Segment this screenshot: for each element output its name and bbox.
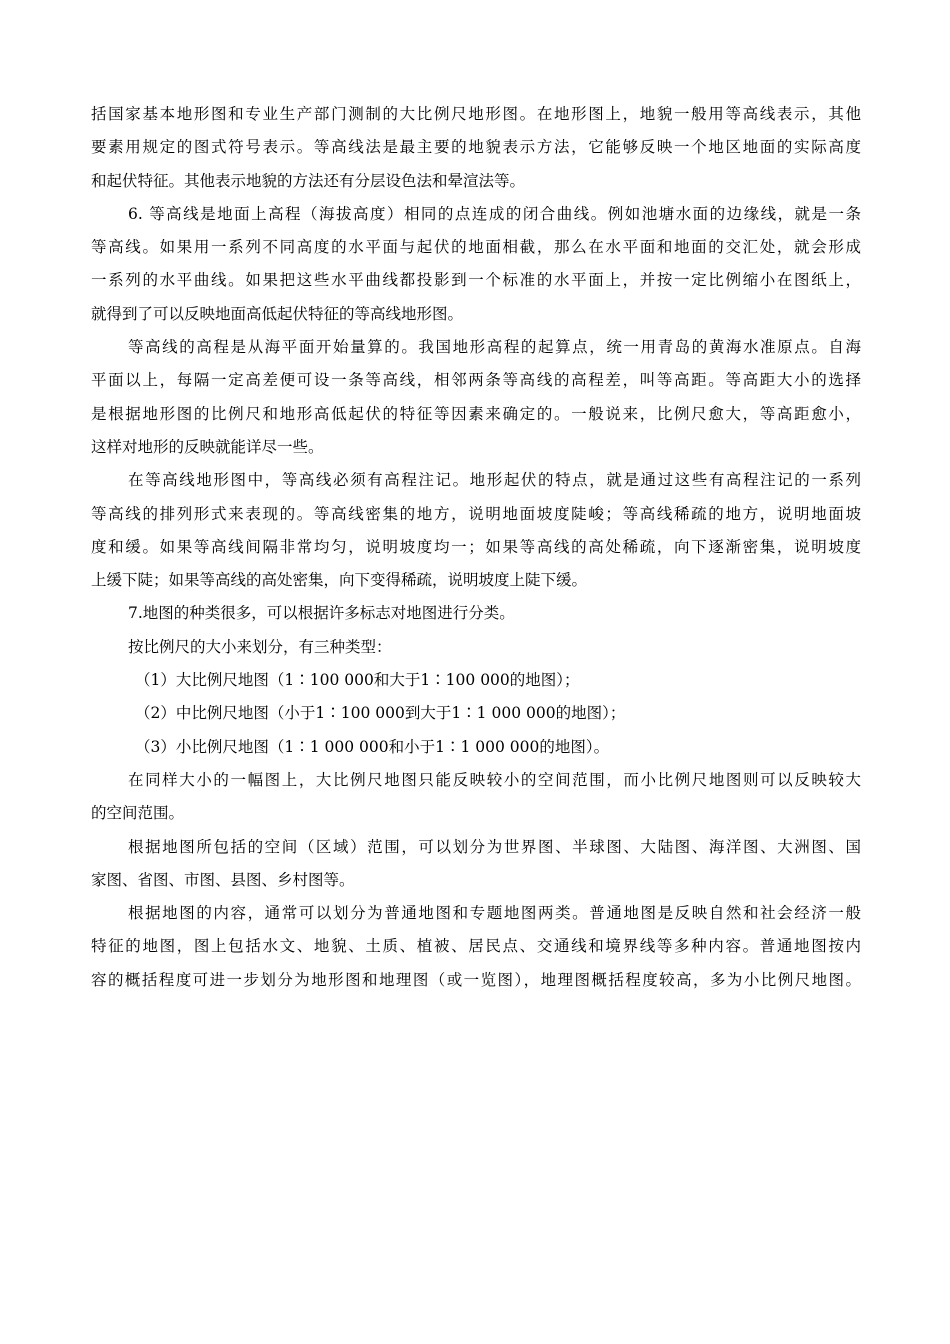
text-line: 在同样大小的一幅图上，大比例尺地图只能反映较小的空间范围，而小比例尺地图则可以反映较大 <box>128 770 861 789</box>
document-page <box>91 98 861 997</box>
text-line: 容的概括程度可进一步划分为地形图和地理图（或一览图），地理图概括程度较高，多为小比例尺地图。 <box>91 970 861 989</box>
text-line: 根据地图所包括的空间（区域）范围，可以划分为世界图、半球图、大陆图、海洋图、大洲图、国 <box>128 837 861 856</box>
text-line: 要素用规定的图式符号表示。等高线法是最主要的地貌表示方法，它能够反映一个地区地面的实际高度 <box>91 138 861 157</box>
text-line: 是根据地形图的比例尺和地形高低起伏的特征等因素来确定的。一般说来，比例尺愈大，等高距愈小， <box>91 404 861 423</box>
list-item: （2）中比例尺地图（小于1∶100 000到大于1∶1 000 000的地图）； <box>135 704 626 723</box>
list-item: （3）小比例尺地图（1∶1 000 000和小于1∶1 000 000的地图）。 <box>135 737 610 756</box>
text-line: 的空间范围。 <box>91 804 185 823</box>
text-line: 特征的地图，图上包括水文、地貌、土质、植被、居民点、交通线和境界线等多种内容。普通地图按内 <box>91 937 861 956</box>
text-line: 等高线。如果用一系列不同高度的水平面与起伏的地面相截，那么在水平面和地面的交汇处，就会形成 <box>91 238 861 257</box>
text-line: 根据地图的内容，通常可以划分为普通地图和专题地图两类。普通地图是反映自然和社会经济一般 <box>128 904 861 923</box>
text-line: 7.地图的种类很多，可以根据许多标志对地图进行分类。 <box>128 604 515 623</box>
text-line: 等高线的排列形式来表现的。等高线密集的地方，说明地面坡度陡峻；等高线稀疏的地方，说明地面坡 <box>91 504 861 523</box>
text-line: 6. 等高线是地面上高程（海拔高度）相同的点连成的闭合曲线。例如池塘水面的边缘线，就是一条 <box>128 204 861 223</box>
text-line: 和起伏特征。其他表示地貌的方法还有分层设色法和晕渲法等。 <box>91 171 526 190</box>
text-line: 这样对地形的反映就能详尽一些。 <box>91 437 324 456</box>
text-line: 度和缓。如果等高线间隔非常均匀，说明坡度均一；如果等高线的高处稀疏，向下逐渐密集，说明坡度 <box>91 537 861 556</box>
list-item: （1）大比例尺地图（1∶100 000和大于1∶100 000的地图）； <box>135 671 580 690</box>
text-line: 家图、省图、市图、县图、乡村图等。 <box>91 870 355 889</box>
text-line: 等高线的高程是从海平面开始量算的。我国地形高程的起算点，统一用青岛的黄海水准原点。自海 <box>128 338 861 357</box>
text-line: 在等高线地形图中，等高线必须有高程注记。地形起伏的特点，就是通过这些有高程注记的一系列 <box>128 471 861 490</box>
text-line: 就得到了可以反映地面高低起伏特征的等高线地形图。 <box>91 304 464 323</box>
text-line: 括国家基本地形图和专业生产部门测制的大比例尺地形图。在地形图上，地貌一般用等高线表示，其他 <box>91 105 861 123</box>
text-line: 上缓下陡；如果等高线的高处密集，向下变得稀疏，说明坡度上陡下缓。 <box>91 571 588 590</box>
text-line: 按比例尺的大小来划分，有三种类型： <box>128 637 392 656</box>
text-line: 平面以上，每隔一定高差便可设一条等高线，相邻两条等高线的高程差，叫等高距。等高距大小的选择 <box>91 371 861 390</box>
text-line: 一系列的水平曲线。如果把这些水平曲线都投影到一个标准的水平面上，并按一定比例缩小在图纸上， <box>91 271 861 290</box>
